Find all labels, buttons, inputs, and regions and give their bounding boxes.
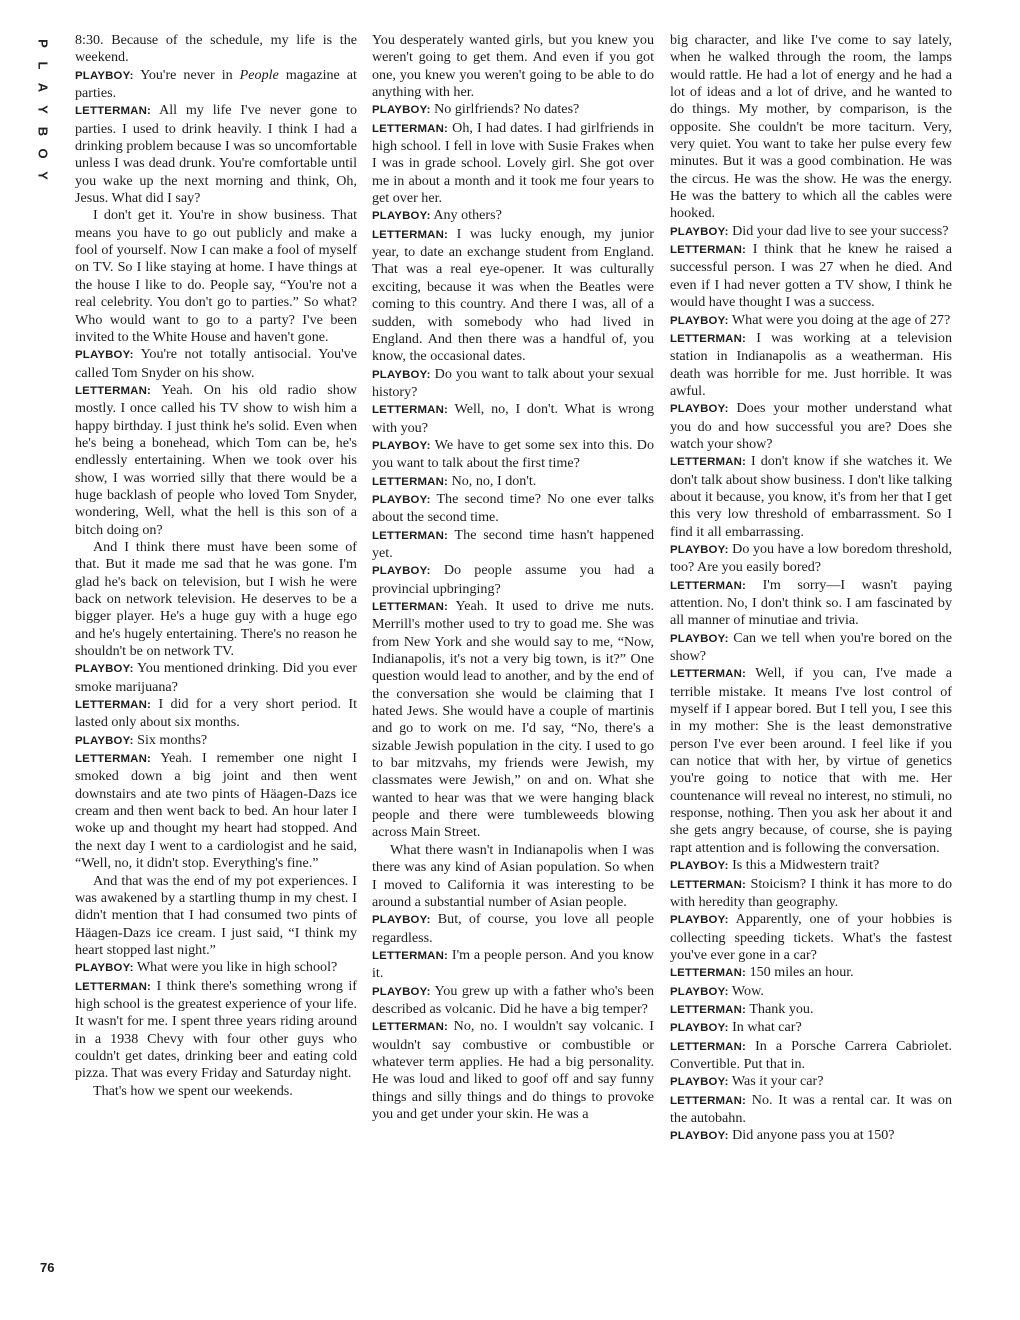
speaker-label: PLAYBOY:: [372, 565, 431, 578]
indented-paragraph: I don't get it. You're in show business. That means you have to go out publicly and make a fool of yourself. Now I can make a fool of myself on TV. So I like staying at home. I have things at the house I like to do. People say, “You're not a real celebrity. You don't go to parties.” So what? Who would want to go to a party? I've been invited to the White House and haven't gone.: [75, 207, 357, 345]
continued-paragraph: You desperately wanted girls, but you knew you weren't going to get them. And even if you got one, you knew you weren't going to be able to do anything with her.: [372, 32, 654, 101]
spoken-text: Yeah. It used to drive me nuts. Merrill's mother used to try to goad me. She was from New York and she would say to me, “Now, Indianapolis, it's not a very big town, is it?” One question would lead to another, and by the end of the conversation she would be claiming that I hated Jews. She would have a couple of martinis and go to work on me. I'd say, “No, there's a sizable Jewish population in the city. I used to go to bar mitzvahs, my friends were Jewish, my classmates were Jewish,” on and on. What she wanted to hear was that we were hanging black people and there were tumbleweeds blowing across Main Street.: [372, 598, 654, 841]
spoken-text: Is this a Midwestern trait?: [732, 857, 880, 874]
speaker-label: LETTERMAN:: [670, 579, 747, 592]
speaker-label: PLAYBOY:: [75, 962, 134, 975]
interview-exchange: [670, 1001, 952, 1019]
spoken-text: The second time hasn't happened yet.: [372, 526, 654, 561]
spoken-text: Thank you.: [749, 1000, 814, 1017]
interview-exchange: [670, 453, 952, 541]
interview-exchange: [670, 1073, 952, 1091]
interview-exchange: [372, 473, 654, 491]
spoken-text: Was it your car?: [731, 1073, 824, 1090]
spoken-text: What were you like in high school?: [136, 959, 338, 976]
spoken-text: No. It was a rental car. It was on the autobahn.: [670, 1091, 953, 1126]
speaker-label: LETTERMAN:: [75, 384, 152, 397]
spoken-text: Do people assume you had a provincial upbringing?: [372, 562, 654, 597]
spoken-text: Do you have a low boredom threshold, too? Are you easily bored?: [670, 540, 952, 576]
indented-paragraph: That's how we spent our weekends.: [93, 1082, 293, 1099]
spoken-text: Apparently, one of your hobbies is collecting speeding tickets. What's the fastest you've ever gone in a car?: [670, 911, 952, 963]
speaker-label: LETTERMAN:: [75, 699, 152, 712]
speaker-label: PLAYBOY:: [670, 985, 729, 998]
italic-title: People: [239, 66, 279, 83]
speaker-label: LETTERMAN:: [670, 668, 747, 681]
interview-exchange: [670, 1092, 952, 1128]
spoken-text: Yeah. I remember one night I smoked down a big joint and then went downstairs and ate two pints of Häagen-Dazs ice cream and then went back to bed. An hour later I woke up and thought my heart had stopped. And the next day I went to a cardiologist and he said, “Well, no, it didn't stop. Everything's fine.”: [75, 750, 357, 872]
speaker-label: LETTERMAN:: [670, 967, 747, 980]
interview-exchange: [670, 330, 952, 400]
speaker-label: PLAYBOY:: [670, 632, 729, 645]
interview-exchange: [372, 1018, 654, 1123]
speaker-label: PLAYBOY:: [372, 368, 431, 381]
spoken-text: I'm sorry—I wasn't paying attention. No, I don't think so. I am fascinated by all manner of minutiae and trivia.: [670, 576, 952, 629]
speaker-label: LETTERMAN:: [670, 244, 747, 257]
masthead-letter: O: [35, 148, 51, 159]
masthead-letter: Y: [35, 171, 51, 180]
interview-exchange: [372, 527, 654, 563]
spoken-text: You mentioned drinking. Did you ever smoke marijuana?: [75, 660, 357, 695]
interview-exchange: [372, 207, 654, 225]
interview-exchange: [75, 732, 357, 750]
interview-exchange: [670, 577, 952, 630]
continued-paragraph: big character, and like I've come to say lately, when he walked through the room, the lamps would rattle. He had a lot of energy and he had a lot of ideas and a lot of drive, and he wanted to do things. My mother, by comparison, is the opposite. She couldn't be more taciturn. Very, very quiet. You want to take her pulse every few minutes. But it was a good combination. He was the circus. He was the show. He was the energy. He was the battery to which all the cables were hooked.: [670, 32, 952, 222]
spoken-text: Six months?: [137, 731, 208, 748]
speaker-label: LETTERMAN:: [670, 1003, 747, 1016]
spoken-text: Oh, I had dates. I had girlfriends in high school. I fell in love with Susie Frakes when I was in grade school. Lovely girl. She got over me in about a month and it took me four years to get over her.: [372, 119, 654, 207]
interview-exchange: [75, 67, 357, 103]
speaker-label: PLAYBOY:: [75, 663, 134, 676]
interview-exchange: [75, 750, 357, 872]
spoken-text: No girlfriends? No dates?: [434, 101, 580, 118]
continued-paragraph: 8:30. Because of the schedule, my life is the weekend.: [75, 32, 357, 66]
interview-exchange: [670, 857, 952, 875]
interview-exchange: [670, 312, 952, 330]
spoken-text: I was lucky enough, my junior year, to date an exchange student from England. That was a real eye-opener. It was culturally exciting, because it was when the Beatles were coming to this country. And there I was, all of a sudden, with somebody who had lived in England. And then there was a handful of, you know, the occasional dates.: [372, 225, 654, 365]
speaker-label: PLAYBOY:: [372, 439, 431, 452]
interview-exchange: [670, 630, 952, 666]
interview-exchange: [670, 1127, 952, 1145]
indented-paragraph: What there wasn't in Indianapolis when I was there was any kind of Asian population. So when I moved to California it was interesting to be around a substantial number of Asian people.: [372, 841, 654, 910]
interview-exchange: [75, 660, 357, 696]
interview-exchange: [75, 978, 357, 1083]
speaker-label: PLAYBOY:: [670, 225, 729, 238]
interview-exchange: [372, 947, 654, 983]
speaker-label: PLAYBOY:: [372, 985, 431, 998]
spoken-text: Any others?: [433, 207, 502, 224]
side-masthead: [34, 36, 52, 186]
speaker-label: PLAYBOY:: [372, 914, 431, 927]
spoken-text: I think there's something wrong if high school is the greatest experience of your life. It wasn't for me. I spent three years riding around in a 1938 Chevy with four other guys who couldn't get dates, drinking beer and eating cold pizza. That was every Friday and Saturday night.: [75, 977, 357, 1082]
speaker-label: PLAYBOY:: [75, 349, 134, 362]
spoken-text: Yeah. On his old radio show mostly. I once called his TV show to wish him a happy birthday. I just think he's solid. Even when he's being a bonehead, which Tom can be, he's endlessly entertaining. When we took over his show, I was worried silly that there would be a huge backlash of people who loved Tom Snyder, wondering, Well, what the hell is this son of a bitch doing on?: [75, 381, 357, 538]
speaker-label: PLAYBOY:: [670, 1076, 729, 1089]
speaker-label: LETTERMAN:: [670, 878, 747, 891]
interview-exchange: [75, 346, 357, 382]
masthead-letter: Y: [35, 105, 51, 114]
masthead-letter: B: [35, 126, 51, 137]
spoken-text: Stoicism? I think it has more to do with heredity than geography.: [670, 875, 952, 910]
text-column-2: [372, 32, 654, 1123]
page-number: 76: [40, 1260, 55, 1275]
speaker-label: LETTERMAN:: [372, 122, 449, 135]
spoken-text: Does your mother understand what you do and how successful you are? Does she watch your show?: [670, 400, 952, 452]
interview-exchange: [75, 959, 357, 977]
interview-exchange: [670, 665, 952, 857]
spoken-text: All my life I've never gone to parties. I used to drink heavily. I think I had a drinking problem because I was so uncomfortable unless I was dead drunk. You're comfortable until you wake up the next morning and think, Oh, Jesus. What did I say?: [75, 102, 357, 207]
interview-exchange: [670, 223, 952, 241]
text-column-3: [670, 32, 952, 1146]
speaker-label: PLAYBOY:: [372, 210, 431, 223]
speaker-label: LETTERMAN:: [670, 456, 747, 469]
speaker-label: PLAYBOY:: [75, 69, 134, 82]
speaker-label: LETTERMAN:: [75, 980, 152, 993]
interview-exchange: [372, 401, 654, 437]
spoken-text: No, no, I don't.: [451, 472, 537, 489]
speaker-label: PLAYBOY:: [670, 860, 729, 873]
interview-exchange: [75, 696, 357, 732]
interview-exchange: [670, 541, 952, 577]
interview-exchange: [372, 366, 654, 402]
speaker-label: LETTERMAN:: [670, 1094, 747, 1107]
speaker-label: LETTERMAN:: [670, 332, 747, 345]
answer-text: magazine at parties.: [75, 66, 357, 102]
spoken-text: Did anyone pass you at 150?: [732, 1127, 895, 1144]
text-column-1: [75, 32, 357, 1100]
spoken-text: No, no. I wouldn't say volcanic. I wouldn't say combustive or combustible or whatever term applies. He had a big personality. He was loud and liked to goof off and say funny things and silly things and do things to provoke you and get under your skin. He was a: [372, 1018, 654, 1122]
spoken-text: Well, if you can, I've made a terrible mistake. It means I've lost control of myself if I appear bored. But I tell you, I see this in my mother: She is the least demonstrative person I've ever been around. I feel like if you can notice that with her, by virtue of genetics you're going to notice that with me. Her countenance will reveal no interest, no stimuli, no response, nothing. Then you ask her about it and she gets angry because, of course, she is paying rapt attention and is following the conversation.: [670, 665, 952, 856]
interview-exchange: [670, 964, 952, 982]
spoken-text: I'm a people person. And you know it.: [372, 946, 654, 982]
speaker-label: LETTERMAN:: [372, 949, 449, 962]
spoken-text: You're not totally antisocial. You've called Tom Snyder on his show.: [75, 346, 357, 381]
speaker-label: PLAYBOY:: [75, 734, 134, 747]
masthead-letter: P: [35, 39, 51, 48]
interview-exchange: [670, 876, 952, 912]
interview-exchange: [75, 102, 357, 207]
speaker-label: PLAYBOY:: [670, 914, 729, 927]
masthead-letter: A: [35, 82, 51, 93]
spoken-text: Can we tell when you're bored on the show?: [670, 629, 952, 665]
speaker-label: LETTERMAN:: [372, 404, 449, 417]
interview-exchange: [670, 400, 952, 453]
speaker-label: LETTERMAN:: [75, 105, 152, 118]
speaker-label: LETTERMAN:: [372, 529, 449, 542]
speaker-label: PLAYBOY:: [670, 1022, 729, 1035]
interview-exchange: [372, 491, 654, 527]
spoken-text: Did your dad live to see your success?: [732, 222, 949, 239]
interview-exchange: [372, 226, 654, 366]
spoken-text: We have to get some sex into this. Do you want to talk about the first time?: [372, 436, 654, 472]
interview-exchange: [372, 437, 654, 473]
interview-exchange: [372, 911, 654, 947]
speaker-label: PLAYBOY:: [670, 1130, 729, 1143]
spoken-text: In what car?: [732, 1019, 802, 1036]
speaker-label: LETTERMAN:: [75, 753, 152, 766]
spoken-text: I don't know if she watches it. We don't talk about show business. I don't like talking about it because, you know, it's from her that I get this very low threshold of embarrassment. So I find it all embarrassing.: [670, 453, 952, 540]
spoken-text: I was working at a television station in Indianapolis as a weatherman. His death was horrible for me. Just horrible. It was awful.: [670, 329, 952, 399]
spoken-text: But, of course, you love all people regardless.: [372, 911, 654, 946]
interview-exchange: [372, 562, 654, 598]
speaker-label: PLAYBOY:: [372, 104, 431, 117]
interview-exchange: [75, 382, 357, 539]
indented-paragraph: And that was the end of my pot experiences. I was awakened by a startling thump in my chest. I didn't mention that I had consumed two pints of Häagen-Dazs ice cream. I just said, “I think my heart stopped last night.”: [75, 872, 357, 958]
spoken-text: The second time? No one ever talks about the second time.: [372, 490, 654, 526]
speaker-label: LETTERMAN:: [372, 601, 449, 613]
interview-exchange: [670, 1019, 952, 1037]
interview-exchange: [372, 983, 654, 1019]
interview-exchange: [372, 101, 654, 119]
interview-exchange: [670, 983, 952, 1001]
speaker-label: LETTERMAN:: [372, 228, 449, 241]
spoken-text: What were you doing at the age of 27?: [731, 311, 951, 328]
speaker-label: LETTERMAN:: [372, 475, 449, 488]
answer-text: You're never in: [140, 66, 240, 83]
spoken-text: Well, no, I don't. What is wrong with you?: [372, 401, 654, 436]
speaker-label: PLAYBOY:: [372, 493, 431, 506]
speaker-label: PLAYBOY:: [670, 314, 729, 327]
interview-exchange: [670, 1038, 952, 1074]
spoken-text: I think that he knew he raised a successful person. I was 27 when he died. And even if I had never gotten a TV show, I think he would have thought I was a success.: [670, 241, 952, 311]
indented-paragraph: And I think there must have been some of that. But it made me sad that he was gone. I'm glad he's back on television, but I wish he were back on network television. He deserves to be a bigger player. He's a huge guy with a huge ego and he's hugely entertaining. There's no reason he shouldn't be on network TV.: [75, 538, 357, 660]
interview-exchange: [670, 241, 952, 311]
spoken-text: You grew up with a father who's been described as volcanic. Did he have a big temper?: [372, 982, 654, 1017]
interview-exchange: [372, 598, 654, 842]
speaker-label: PLAYBOY:: [670, 543, 729, 556]
speaker-label: LETTERMAN:: [372, 1021, 449, 1034]
speaker-label: PLAYBOY:: [670, 403, 729, 416]
masthead-letter: L: [35, 61, 51, 70]
spoken-text: Do you want to talk about your sexual history?: [372, 365, 654, 400]
spoken-text: In a Porsche Carrera Cabriolet. Convertible. Put that in.: [670, 1037, 952, 1072]
interview-exchange: [372, 120, 654, 208]
spoken-text: 150 miles an hour.: [749, 964, 854, 981]
spoken-text: I did for a very short period. It lasted only about six months.: [75, 696, 357, 731]
speaker-label: LETTERMAN:: [670, 1040, 747, 1053]
spoken-text: Wow.: [731, 982, 764, 999]
interview-exchange: [670, 911, 952, 964]
